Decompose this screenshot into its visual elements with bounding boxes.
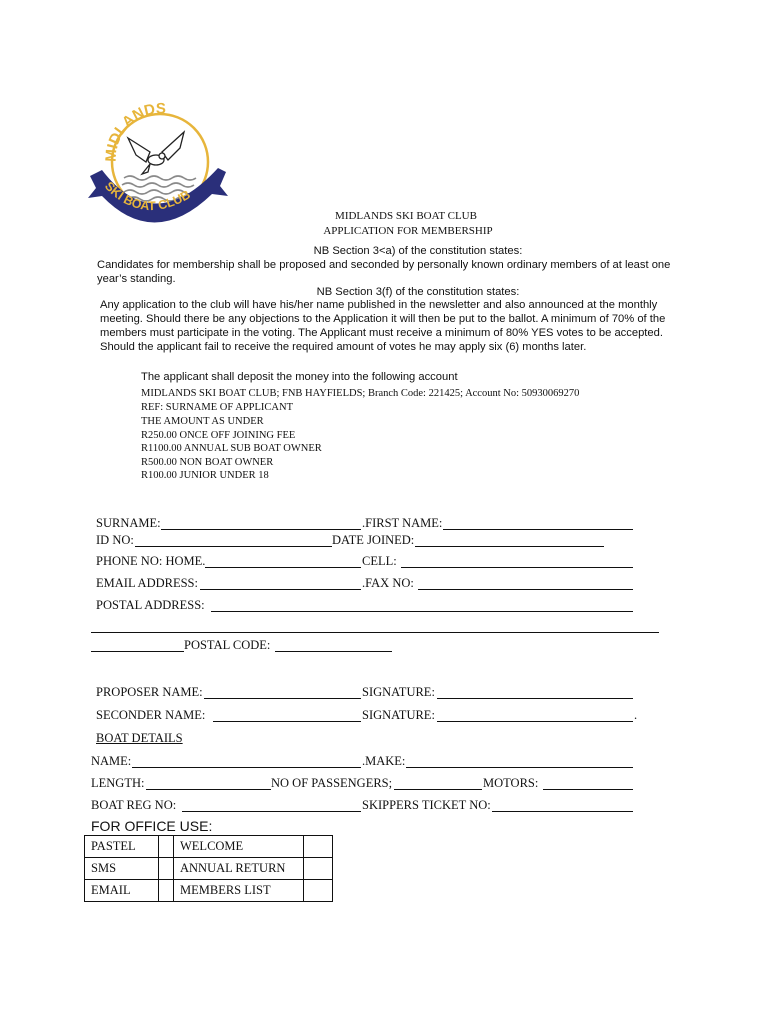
- postal-address-label: POSTAL ADDRESS:: [96, 598, 205, 612]
- section1-line1: Candidates for membership shall be proposed and seconded by personally known ordinary members of at least one: [97, 259, 671, 271]
- postal-address-field-line3[interactable]: [91, 651, 184, 652]
- section2-line3: members must participate in the voting. The Applicant must receive a minimum of 80% YES votes to be accepted.: [100, 327, 663, 339]
- boat-name-field[interactable]: [132, 767, 361, 768]
- postal-address-field[interactable]: [211, 611, 633, 612]
- office-check-members-list[interactable]: [304, 880, 333, 902]
- payment-fee-non-boat-owner: R500.00 NON BOAT OWNER: [141, 457, 274, 468]
- payment-bank: MIDLANDS SKI BOAT CLUB; FNB HAYFIELDS; Branch Code: 221425; Account No: 50930069270: [141, 388, 580, 399]
- office-cell-email: EMAIL: [85, 880, 159, 902]
- phone-home-field[interactable]: [205, 567, 361, 568]
- proposer-field[interactable]: [204, 698, 361, 699]
- payment-intro: The applicant shall deposit the money into the following account: [141, 371, 458, 383]
- cell-label: CELL:: [362, 554, 397, 568]
- skipper-ticket-field[interactable]: [492, 811, 633, 812]
- section2-line1: Any application to the club will have his/her name published in the newsletter and also announced at the monthly: [100, 299, 658, 311]
- header-club: MIDLANDS SKI BOAT CLUB: [335, 210, 477, 222]
- office-cell-sms: SMS: [85, 858, 159, 880]
- header-subtitle: APPLICATION FOR MEMBERSHIP: [323, 225, 493, 237]
- office-check-email[interactable]: [159, 880, 174, 902]
- section1-line2: year’s standing.: [97, 273, 176, 285]
- proposer-signature-field[interactable]: [437, 698, 633, 699]
- boat-length-field[interactable]: [146, 789, 271, 790]
- fax-field[interactable]: [418, 589, 633, 590]
- office-cell-pastel: PASTEL: [85, 836, 159, 858]
- seconder-signature-field[interactable]: [437, 721, 633, 722]
- office-use-heading: FOR OFFICE USE:: [91, 818, 213, 834]
- id-no-label: ID NO:: [96, 533, 134, 547]
- payment-fee-junior: R100.00 JUNIOR UNDER 18: [141, 470, 269, 481]
- cell-field[interactable]: [401, 567, 633, 568]
- office-row: [85, 836, 333, 858]
- office-cell-welcome: WELCOME: [174, 836, 304, 858]
- id-no-field[interactable]: [135, 546, 332, 547]
- payment-fee-joining: R250.00 ONCE OFF JOINING FEE: [141, 430, 296, 441]
- office-row: [85, 880, 333, 902]
- office-check-welcome[interactable]: [304, 836, 333, 858]
- first-name-label: .FIRST NAME:: [362, 516, 443, 530]
- boat-name-label: NAME:: [91, 754, 132, 768]
- boat-details-heading: BOAT DETAILS: [96, 731, 183, 745]
- boat-length-label: LENGTH:: [91, 776, 145, 790]
- boat-reg-field[interactable]: [182, 811, 361, 812]
- email-label: EMAIL ADDRESS:: [96, 576, 198, 590]
- office-cell-members-list: MEMBERS LIST: [174, 880, 304, 902]
- fax-label: .FAX NO:: [362, 576, 414, 590]
- passengers-label: NO OF PASSENGERS;: [271, 776, 393, 790]
- seconder-field[interactable]: [213, 721, 361, 722]
- postal-code-label: POSTAL CODE:: [184, 638, 271, 652]
- postal-code-field[interactable]: [275, 651, 392, 652]
- surname-field[interactable]: [161, 529, 361, 530]
- motors-field[interactable]: [543, 789, 633, 790]
- section2-line2: meeting. Should there be any objections to the Application it will then be put to the ballot. A minimum of 70% of the: [100, 313, 666, 325]
- logo-top-text: MIDLANDS: [102, 100, 166, 163]
- office-check-pastel[interactable]: [159, 836, 174, 858]
- date-joined-label: DATE JOINED:: [332, 533, 415, 547]
- payment-fee-boat-owner: R1100.00 ANNUAL SUB BOAT OWNER: [141, 443, 322, 454]
- section1-heading: NB Section 3<a) of the constitution states:: [313, 245, 523, 257]
- passengers-field[interactable]: [394, 789, 482, 790]
- office-check-annual-return[interactable]: [304, 858, 333, 880]
- boat-make-field[interactable]: [406, 767, 633, 768]
- office-check-sms[interactable]: [159, 858, 174, 880]
- seconder-trailing-dot: .: [634, 708, 638, 722]
- motors-label: MOTORS:: [483, 776, 539, 790]
- first-name-field[interactable]: [443, 529, 633, 530]
- office-row: [85, 858, 333, 880]
- boat-reg-label: BOAT REG NO:: [91, 798, 177, 812]
- phone-home-label: PHONE NO: HOME.: [96, 554, 206, 568]
- surname-label: SURNAME:: [96, 516, 161, 530]
- postal-address-field-line2[interactable]: [91, 632, 659, 633]
- proposer-label: PROPOSER NAME:: [96, 685, 203, 699]
- section2-line4: Should the applicant fail to receive the required amount of votes he may apply six (6) months later.: [100, 341, 587, 353]
- date-joined-field[interactable]: [415, 546, 604, 547]
- boat-make-label: .MAKE:: [362, 754, 406, 768]
- payment-amount: THE AMOUNT AS UNDER: [141, 416, 264, 427]
- seconder-signature-label: SIGNATURE:: [362, 708, 435, 722]
- section2-heading: NB Section 3(f) of the constitution states:: [316, 286, 520, 298]
- proposer-signature-label: SIGNATURE:: [362, 685, 435, 699]
- seconder-label: SECONDER NAME:: [96, 708, 206, 722]
- office-cell-annual-return: ANNUAL RETURN: [174, 858, 304, 880]
- skipper-ticket-label: SKIPPERS TICKET NO:: [362, 798, 491, 812]
- payment-ref: REF: SURNAME OF APPLICANT: [141, 402, 293, 413]
- logo-bottom-text: SKI BOAT CLUB: [101, 179, 193, 214]
- email-field[interactable]: [200, 589, 361, 590]
- office-use-table: [84, 835, 333, 902]
